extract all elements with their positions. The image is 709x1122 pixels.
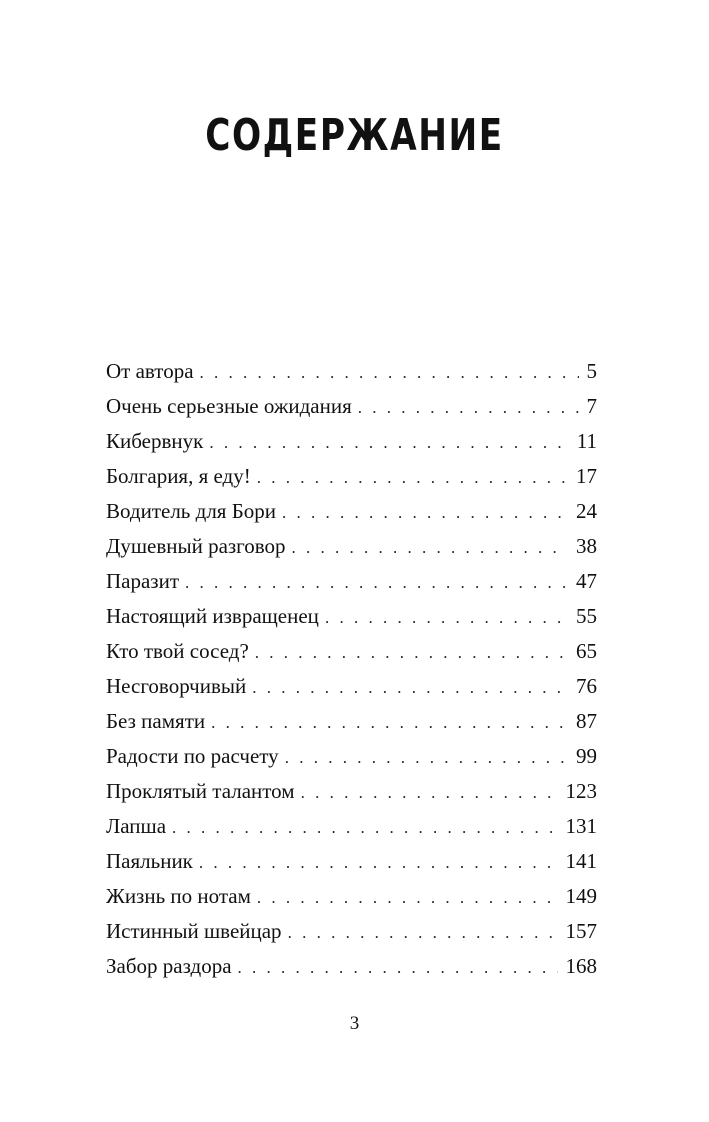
dot-leader bbox=[200, 355, 579, 390]
toc-entry-page: 38 bbox=[576, 534, 597, 558]
dot-leader bbox=[185, 565, 568, 600]
toc-entry-page: 76 bbox=[576, 674, 597, 698]
toc-entry-title: Истинный швейцар bbox=[106, 919, 282, 943]
dot-leader bbox=[257, 460, 568, 495]
toc-entry-title: Радости по расчету bbox=[106, 744, 279, 768]
page-number: 3 bbox=[349, 1013, 360, 1034]
dot-leader bbox=[209, 425, 568, 460]
toc-entry bbox=[106, 599, 597, 634]
toc-entry-page: 168 bbox=[565, 954, 597, 978]
toc-entry-title: Кибервнук bbox=[106, 429, 204, 453]
dot-leader bbox=[252, 670, 568, 705]
dot-leader bbox=[238, 950, 558, 985]
toc-entry-title: Проклятый талантом bbox=[106, 779, 295, 803]
toc-entry bbox=[106, 774, 597, 809]
toc-entry bbox=[106, 389, 597, 424]
toc-entry-page: 87 bbox=[576, 709, 597, 733]
dot-leader bbox=[199, 845, 558, 880]
toc-entry-page: 17 bbox=[576, 464, 597, 488]
toc-entry-page: 131 bbox=[565, 814, 597, 838]
toc-entry bbox=[106, 354, 597, 389]
dot-leader bbox=[358, 390, 579, 425]
dot-leader bbox=[301, 775, 558, 810]
toc-entry-page: 24 bbox=[576, 499, 597, 523]
dot-leader bbox=[257, 880, 558, 915]
toc-entry-title: Без памяти bbox=[106, 709, 206, 733]
dot-leader bbox=[172, 810, 557, 845]
toc-entry-title: Паяльник bbox=[106, 849, 193, 873]
toc-entry-title: Несговорчивый bbox=[106, 674, 247, 698]
toc-entry-page: 65 bbox=[576, 639, 597, 663]
table-of-contents bbox=[106, 354, 597, 984]
toc-entry bbox=[106, 459, 597, 494]
toc-entry-title: Очень серьезные ожидания bbox=[106, 394, 352, 418]
toc-entry bbox=[106, 844, 597, 879]
toc-entry bbox=[106, 564, 597, 599]
toc-entry bbox=[106, 704, 597, 739]
toc-entry-page: 11 bbox=[576, 429, 597, 453]
dot-leader bbox=[325, 600, 568, 635]
dot-leader bbox=[288, 915, 558, 950]
toc-entry-page: 7 bbox=[586, 394, 597, 418]
toc-entry-title: Лапша bbox=[106, 814, 167, 838]
dot-leader bbox=[255, 635, 568, 670]
toc-entry bbox=[106, 809, 597, 844]
dot-leader bbox=[282, 495, 568, 530]
toc-entry-title: От автора bbox=[106, 359, 194, 383]
toc-entry bbox=[106, 914, 597, 949]
page-title: СОДЕРЖАНИЕ bbox=[205, 110, 504, 161]
toc-entry-page: 5 bbox=[586, 359, 597, 383]
toc-entry bbox=[106, 669, 597, 704]
toc-entry bbox=[106, 494, 597, 529]
toc-entry bbox=[106, 634, 597, 669]
toc-entry-title: Забор раздора bbox=[106, 954, 232, 978]
dot-leader bbox=[211, 705, 568, 740]
toc-entry-title: Водитель для Бори bbox=[106, 499, 276, 523]
toc-entry-title: Душевный разговор bbox=[106, 534, 286, 558]
dot-leader bbox=[292, 530, 568, 565]
toc-entry-title: Жизнь по нотам bbox=[106, 884, 251, 908]
toc-entry bbox=[106, 739, 597, 774]
toc-entry-page: 47 bbox=[576, 569, 597, 593]
dot-leader bbox=[285, 740, 568, 775]
toc-entry bbox=[106, 879, 597, 914]
toc-entry-page: 123 bbox=[565, 779, 597, 803]
toc-entry bbox=[106, 949, 597, 984]
toc-entry-title: Паразит bbox=[106, 569, 180, 593]
toc-entry-page: 149 bbox=[565, 884, 597, 908]
toc-entry-title: Настоящий извращенец bbox=[106, 604, 319, 628]
toc-entry-title: Кто твой сосед? bbox=[106, 639, 249, 663]
toc-entry-title: Болгария, я еду! bbox=[106, 464, 251, 488]
toc-entry bbox=[106, 424, 597, 459]
toc-entry-page: 141 bbox=[565, 849, 597, 873]
toc-entry-page: 99 bbox=[576, 744, 597, 768]
toc-entry-page: 157 bbox=[565, 919, 597, 943]
toc-entry bbox=[106, 529, 597, 564]
toc-entry-page: 55 bbox=[576, 604, 597, 628]
